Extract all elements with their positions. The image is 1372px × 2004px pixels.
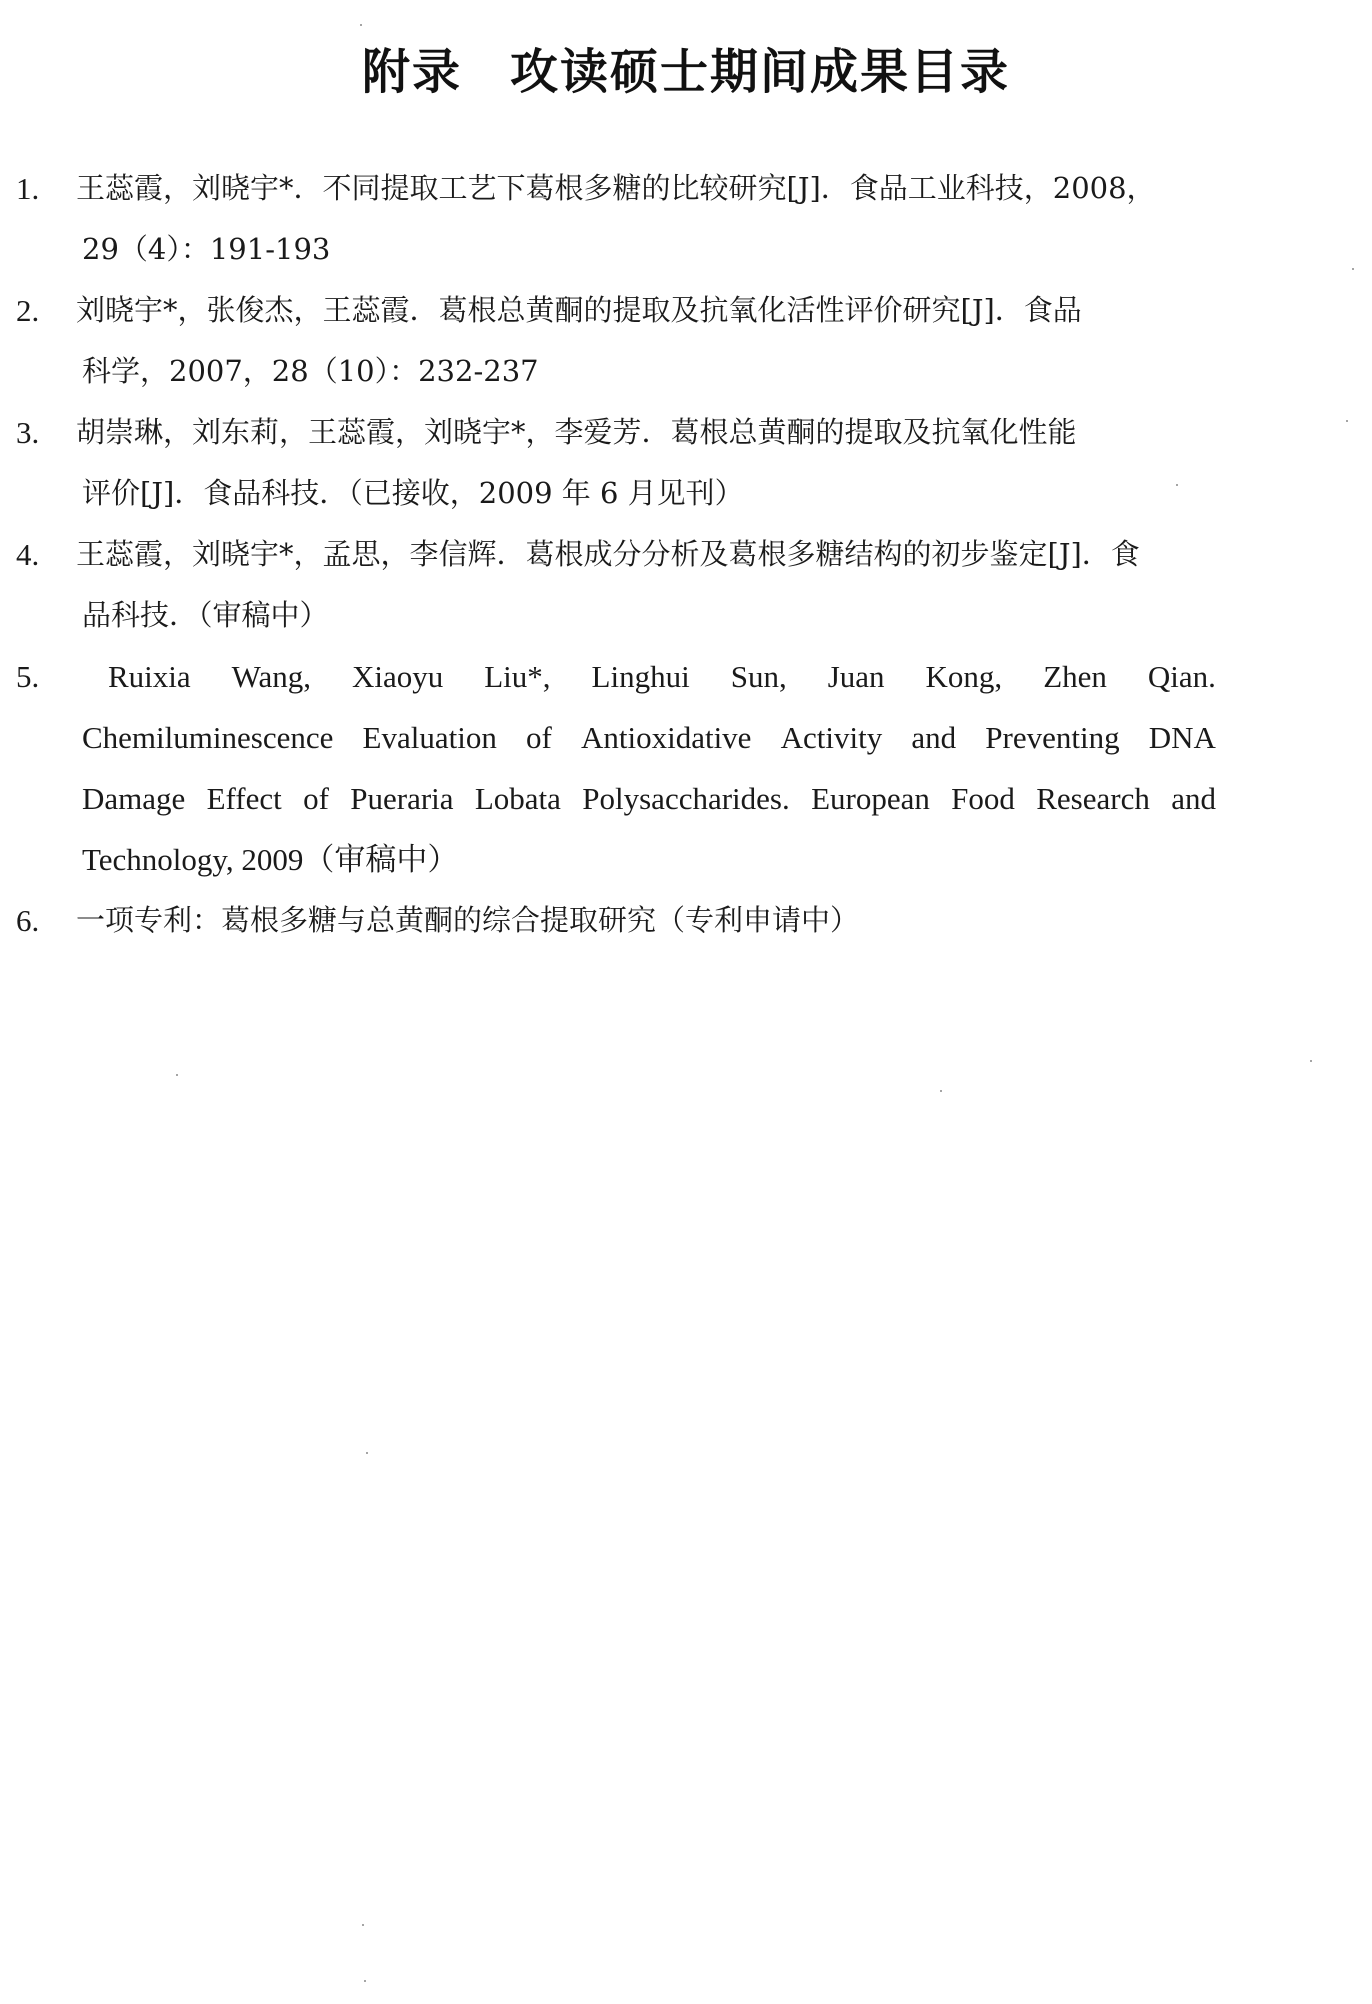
reference-number: 1. xyxy=(16,171,40,206)
reference-word: and xyxy=(911,720,957,755)
reference-line: 29（4）：191-193 xyxy=(82,232,331,266)
reference-word: Evaluation xyxy=(362,720,497,755)
reference-text xyxy=(76,402,1216,524)
reference-line xyxy=(76,829,1216,890)
reference-line: 科学，2007，28（10）：232-237 xyxy=(82,354,539,388)
reference-word: European xyxy=(811,781,930,816)
title-heading: 攻读硕士期间成果目录 xyxy=(510,44,1011,100)
reference-list xyxy=(0,158,1372,951)
reference-word: Pueraria xyxy=(350,781,454,816)
reference-item xyxy=(0,280,1372,402)
reference-word: Preventing xyxy=(985,720,1120,755)
reference-line xyxy=(76,707,1216,768)
reference-line: 胡崇琳，刘东莉，王蕊霞，刘晓宇*，李爱芳．葛根总黄酮的提取及抗氧化性能 xyxy=(76,415,1077,449)
reference-word: Damage xyxy=(82,781,186,816)
reference-line: 刘晓宇*，张俊杰，王蕊霞．葛根总黄酮的提取及抗氧化活性评价研究[J]．食品 xyxy=(76,293,1082,327)
reference-word: Juan xyxy=(827,659,885,694)
scan-speck xyxy=(1310,1060,1312,1062)
reference-text xyxy=(76,524,1216,646)
scan-speck xyxy=(360,24,362,26)
reference-word: Technology, 2009（审稿中） xyxy=(82,842,459,877)
reference-word: Chemiluminescence xyxy=(82,720,334,755)
reference-word: of xyxy=(525,720,552,755)
reference-word: and xyxy=(1171,781,1216,816)
reference-number: 5. xyxy=(16,659,40,694)
scan-speck xyxy=(362,1924,364,1926)
reference-word: Linghui xyxy=(591,659,690,694)
reference-number: 3. xyxy=(16,415,40,450)
reference-word: Qian. xyxy=(1147,659,1216,694)
reference-item xyxy=(0,890,1372,951)
reference-word: Zhen xyxy=(1043,659,1107,694)
reference-line: 一项专利：葛根多糖与总黄酮的综合提取研究（专利申请中） xyxy=(76,903,860,937)
reference-word: Lobata xyxy=(474,781,561,816)
reference-item xyxy=(0,646,1372,890)
scan-speck xyxy=(1176,484,1178,486)
reference-word: Food xyxy=(951,781,1015,816)
reference-number: 6. xyxy=(16,903,40,938)
scan-speck xyxy=(364,1980,366,1982)
reference-line xyxy=(76,768,1216,829)
reference-word: DNA xyxy=(1148,720,1216,755)
reference-word: of xyxy=(303,781,329,816)
page-title xyxy=(0,42,1372,102)
scan-speck xyxy=(1346,420,1348,422)
reference-line: 品科技．（审稿中） xyxy=(82,598,329,632)
reference-text xyxy=(76,280,1216,402)
reference-word: Sun, xyxy=(730,659,787,694)
reference-number: 2. xyxy=(16,293,40,328)
reference-item xyxy=(0,402,1372,524)
scan-speck xyxy=(366,1452,368,1454)
reference-line: 王蕊霞，刘晓宇*．不同提取工艺下葛根多糖的比较研究[J]．食品工业科技，2008， xyxy=(76,171,1156,205)
reference-word: Effect xyxy=(206,781,282,816)
reference-item xyxy=(0,524,1372,646)
reference-line: 评价[J]．食品科技．（已接收，2009 年 6 月见刊） xyxy=(82,476,744,510)
reference-word: Xiaoyu xyxy=(351,659,444,694)
reference-number: 4. xyxy=(16,537,40,572)
title-appendix-label: 附录 xyxy=(361,44,462,100)
reference-word: Kong, xyxy=(925,659,1003,694)
reference-text xyxy=(76,890,1216,951)
reference-line xyxy=(76,646,1216,707)
reference-word: Ruixia xyxy=(108,659,191,694)
reference-text xyxy=(76,646,1216,890)
reference-word: Polysaccharides. xyxy=(582,781,790,816)
scan-speck xyxy=(1352,268,1354,270)
scan-speck xyxy=(176,1074,178,1076)
reference-word: Antioxidative xyxy=(580,720,752,755)
reference-text xyxy=(76,158,1216,280)
reference-word: Research xyxy=(1036,781,1150,816)
reference-word: Liu*, xyxy=(484,659,551,694)
reference-word: Activity xyxy=(780,720,883,755)
reference-line: 王蕊霞，刘晓宇*，孟思，李信辉．葛根成分分析及葛根多糖结构的初步鉴定[J]．食 xyxy=(76,537,1140,571)
reference-item xyxy=(0,158,1372,280)
reference-word: Wang, xyxy=(231,659,311,694)
scan-speck xyxy=(940,1090,942,1092)
